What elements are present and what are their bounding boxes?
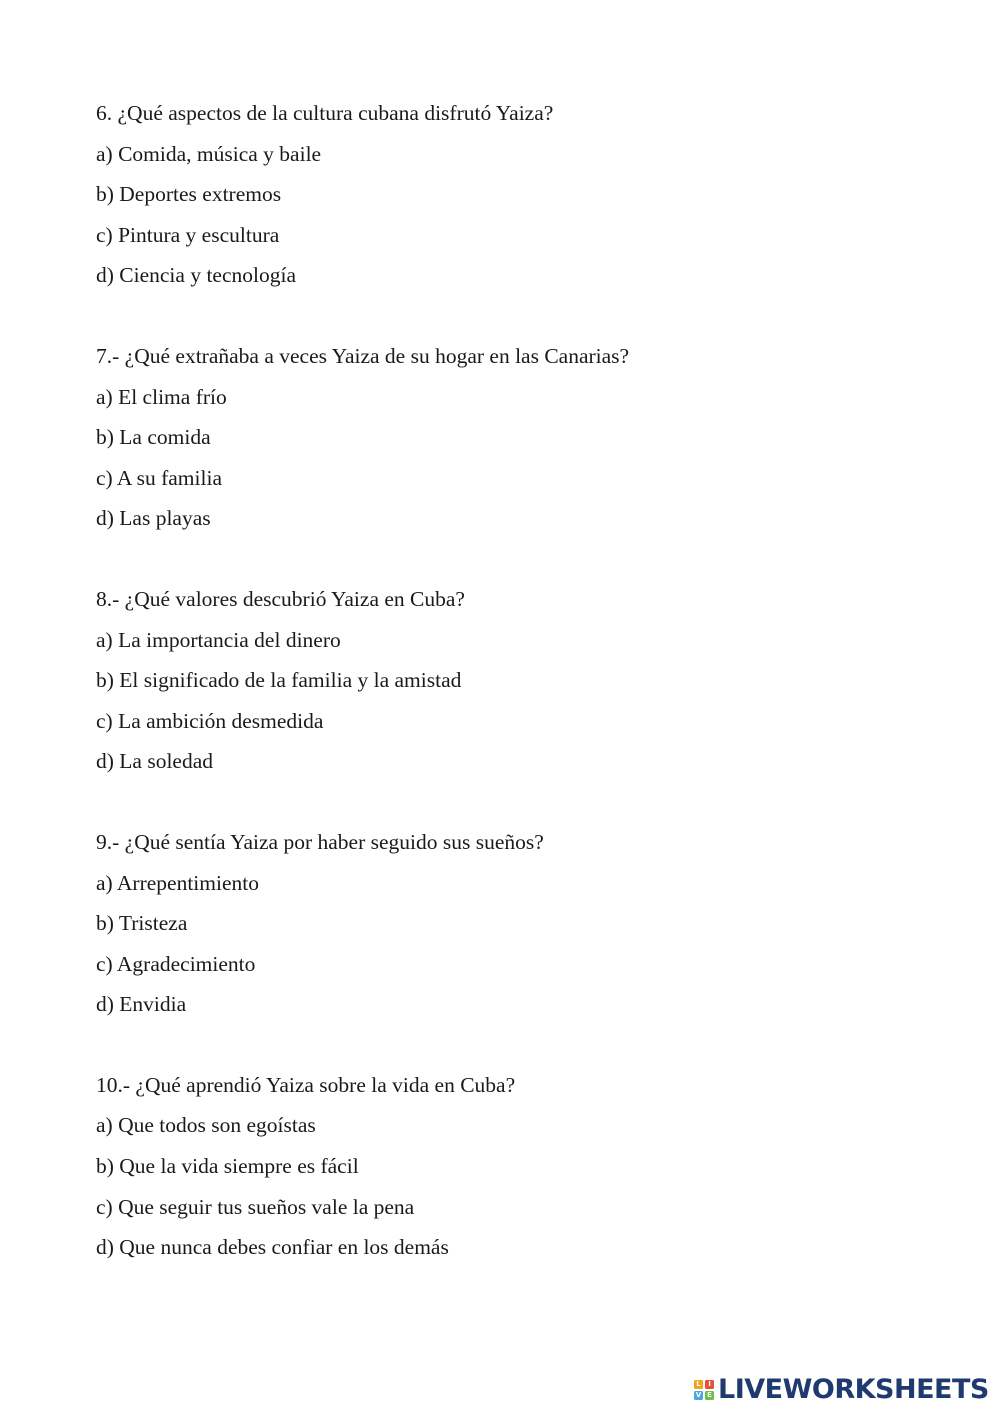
answer-option: c) Agradecimiento: [96, 951, 256, 976]
answer-option: b) Que la vida siempre es fácil: [96, 1154, 359, 1179]
question-block-8: [96, 579, 916, 782]
question-text: 7.- ¿Qué extrañaba a veces Yaiza de su hogar en las Canarias?: [96, 343, 630, 368]
worksheet-page: [96, 93, 916, 1308]
answer-option: a) La importancia del dinero: [96, 627, 341, 652]
answer-option: a) Arrepentimiento: [96, 870, 259, 895]
answer-option: b) Tristeza: [96, 911, 188, 936]
question-text: 6. ¿Qué aspectos de la cultura cubana disfrutó Yaiza?: [96, 101, 554, 125]
answer-option: d) La soledad: [96, 749, 214, 774]
logo-mark-tile: V: [695, 1391, 702, 1399]
question-block-9: [96, 822, 916, 1025]
answer-option: d) Envidia: [96, 992, 187, 1017]
logo-mark-icon: [694, 1380, 714, 1400]
question-text: 8.- ¿Qué valores descubrió Yaiza en Cuba?: [96, 586, 465, 611]
answer-option: c) A su familia: [96, 465, 222, 490]
answer-option: b) El significado de la familia y la amistad: [96, 668, 462, 693]
answer-option: d) Ciencia y tecnología: [96, 263, 296, 288]
logo-mark-tile: E: [705, 1391, 714, 1400]
answer-option: d) Las playas: [96, 506, 211, 531]
answer-option: b) Deportes extremos: [96, 182, 282, 207]
answer-option: b) La comida: [96, 425, 211, 450]
answer-option: c) Pintura y escultura: [96, 222, 280, 247]
answer-option: d) Que nunca debes confiar en los demás: [96, 1235, 449, 1260]
liveworksheets-logo[interactable]: [694, 1374, 989, 1406]
logo-mark-tile: I: [705, 1380, 714, 1389]
question-block-6: [96, 93, 916, 296]
question-text: 9.- ¿Qué sentía Yaiza por haber seguido sus sueños?: [96, 829, 544, 854]
question-block-7: [96, 336, 916, 539]
answer-option: a) El clima frío: [96, 384, 227, 409]
logo-text: LIVEWORKSHEETS: [718, 1374, 989, 1405]
answer-option: c) Que seguir tus sueños vale la pena: [96, 1194, 415, 1219]
answer-option: a) Que todos son egoístas: [96, 1113, 316, 1138]
question-text: 10.- ¿Qué aprendió Yaiza sobre la vida en Cuba?: [96, 1072, 516, 1097]
question-block-10: [96, 1065, 916, 1268]
answer-option: c) La ambición desmedida: [96, 708, 324, 733]
logo-mark-tile: L: [694, 1380, 703, 1389]
answer-option: a) Comida, música y baile: [96, 141, 322, 166]
